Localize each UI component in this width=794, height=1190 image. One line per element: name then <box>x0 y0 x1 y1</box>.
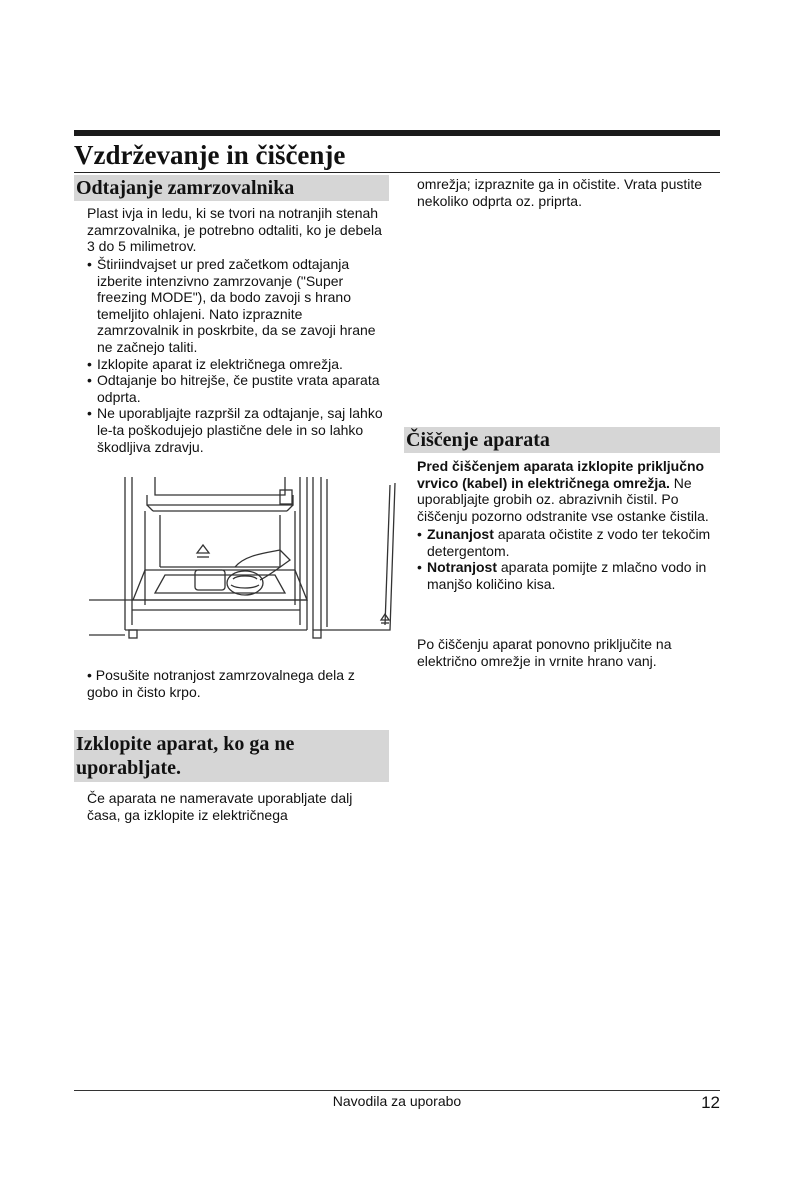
defrost-bullet: • Štiriindvajset ur pred začetkom odtajanja izberite intenzivno zamrzovanje ("Super freezing MODE"), da bodo zavoji s hrano temeljito ohlajeni. Nato izpraznite zamrzovalnik in poskrbite, da se zavoji hrane ne začnejo taliti. <box>87 256 387 356</box>
dry-interior-note: • Posušite notranjost zamrzovalnega dela z gobo in čisto krpo. <box>87 667 355 700</box>
defrost-heading: Odtajanje zamrzovalnika <box>74 175 389 201</box>
defrost-intro: Plast ivja in ledu, ki se tvori na notranjih stenah zamrzovalnika, je potrebno odtaliti, ko je debela 3 do 5 milimetrov. <box>87 205 382 255</box>
cleaning-bullet-interior <box>417 559 720 592</box>
cleaning-intro-rest: Ne uporabljajte grobih oz. abrazivnih čistil. Po čiščenju pozorno odstranite vse ostanke čistila. <box>417 474 709 524</box>
footer-rule <box>74 1090 720 1091</box>
interior-label: Notranjost <box>427 559 497 576</box>
page-title: Vzdrževanje in čiščenje <box>74 138 720 173</box>
defrost-bullet: • Ne uporabljajte razpršil za odtajanje, saj lahko le-ta poškodujejo plastične dele in so lahko škodljiva zdravju. <box>87 405 387 455</box>
exterior-text: aparata očistite z vodo ter tekočim detergentom. <box>427 526 711 559</box>
unplug-text-continued: omrežja; izpraznite ga in očistite. Vrata pustite nekoliko odprta oz. priprta. <box>417 176 703 209</box>
unplug-text: Če aparata ne nameravate uporabljate dalj časa, ga izklopite iz električnega <box>87 790 353 823</box>
interior-text: aparata pomijte z mlačno vodo in manjšo količino kisa. <box>427 559 707 592</box>
page-number: 12 <box>701 1093 720 1112</box>
defrost-bullet: • Izklopite aparat iz električnega omrežja. <box>87 356 387 373</box>
unplug-heading: Izklopite aparat, ko ga ne uporabljate. <box>74 730 389 782</box>
footer-text: Navodila za uporabo <box>332 1093 462 1109</box>
cleaning-heading: Čiščenje aparata <box>404 427 720 453</box>
defrost-bullet: • Odtajanje bo hitrejše, če pustite vrata aparata odprta. <box>87 372 387 405</box>
defrost-bullets <box>87 256 387 455</box>
cleaning-bullets <box>417 526 720 592</box>
cleaning-warning: Pred čiščenjem aparata izklopite priključno vrvico (kabel) in električnega omrežja. <box>417 458 705 491</box>
freezer-defrost-illustration <box>85 475 400 650</box>
cleaning-bullet-exterior <box>417 526 720 559</box>
header-rule <box>74 130 720 136</box>
cleaning-outro: Po čiščenju aparat ponovno priključite na električno omrežje in vrnite hrano vanj. <box>417 636 672 669</box>
exterior-label: Zunanjost <box>427 526 494 542</box>
cleaning-intro <box>417 458 720 524</box>
